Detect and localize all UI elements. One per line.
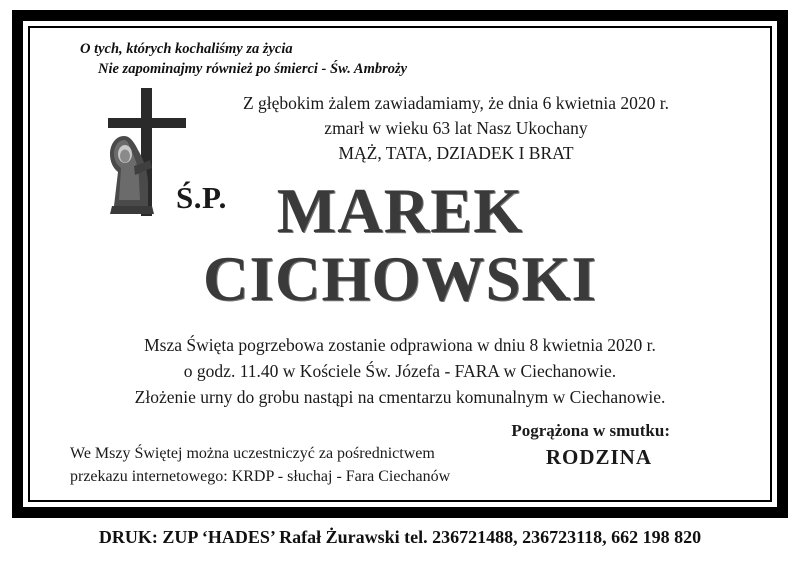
ceremony-line-3: Złożenie urny do grobu nastąpi na cmentarzu komunalnym w Ciechanowie.	[134, 387, 666, 408]
obituary-content	[30, 28, 770, 500]
mourning-family: RODZINA	[545, 444, 652, 469]
printer-footer: DRUK: ZUP ‘HADES’ Rafał Żurawski tel. 236721488, 236723118, 662 198 820	[98, 527, 702, 547]
cross-block	[78, 80, 228, 230]
stream-note-block	[70, 442, 510, 488]
motto-line-1: O tych, których kochaliśmy za życia	[80, 41, 293, 57]
motto-line-2: Nie zapominajmy również po śmierci - Św. Ambroży	[98, 60, 408, 77]
ceremony-line-1: Msza Święta pogrzebowa zostanie odprawiona w dniu 8 kwietnia 2020 r.	[144, 334, 656, 355]
motto-block	[80, 40, 748, 79]
ceremony-block	[52, 332, 748, 411]
intro-line-1: Z głębokim żalem zawiadamiamy, że dnia 6 kwietnia 2020 r.	[242, 93, 669, 114]
obituary-inner-frame	[28, 26, 772, 502]
deceased-first-name: MAREK	[276, 175, 524, 246]
deceased-last-name: CICHOWSKI	[202, 243, 598, 314]
obituary-frame-gap	[23, 21, 777, 507]
obituary-outer-frame	[12, 10, 788, 518]
intro-line-2: zmarł w wieku 63 lat Nasz Ukochany	[324, 117, 588, 138]
intro-line-3: MĄŻ, TATA, DZIADEK I BRAT	[338, 142, 574, 163]
sp-label: Ś.P.	[176, 180, 227, 215]
stream-note-line-2: przekazu internetowego: KRDP - słuchaj - Fara Ciechanów	[70, 467, 451, 485]
ceremony-line-2: o godz. 11.40 w Kościele Św. Józefa - FARA w Ciechanowie.	[183, 361, 617, 382]
stream-note-line-1: We Mszy Świętej można uczestniczyć za pośrednictwem	[70, 444, 435, 462]
mourning-label: Pogrążona w smutku:	[511, 420, 670, 440]
